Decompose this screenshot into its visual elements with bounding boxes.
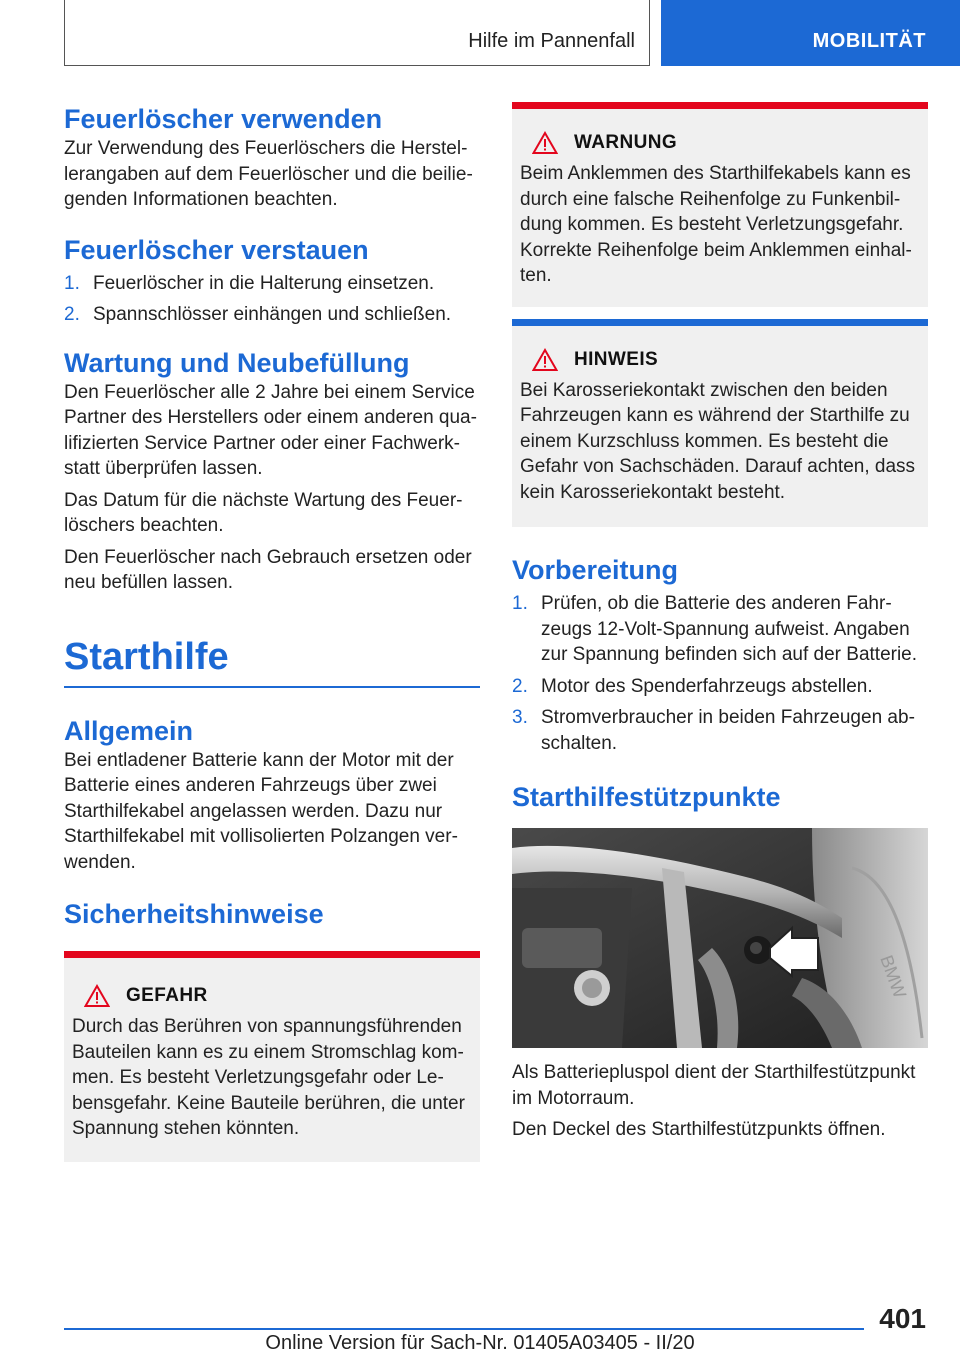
heading-extinguisher-use: Feuerlöscher verwenden (64, 104, 383, 134)
prep-steps-list (512, 591, 928, 756)
notice-text: Bei Karosseriekontakt zwischen den beiden Fahrzeugen kann es während der Starthilfe zu einem Kurzschluss kommen. Es besteht die Gefahr von Sachschäden. Darauf achten, dass kein Karosseriekontakt besteht. (520, 379, 916, 503)
notice-box (512, 319, 928, 528)
heading-jump-points: Starthilfestützpunkte (512, 782, 781, 812)
paragraph-jump-points-2: Den Deckel des Starthilfestützpunkts öffnen. (512, 1119, 886, 1140)
photo-brand-text: BMW (876, 952, 911, 1001)
list-item: 3. Stromverbraucher in beiden Fahrzeugen abschalten. (512, 707, 915, 754)
footer-rule (64, 1328, 864, 1330)
warning-box (512, 102, 928, 307)
warning-triangle-icon (84, 984, 110, 1008)
page-number: 401 (879, 1303, 926, 1334)
heading-extinguisher-stow: Feuerlöscher verstauen (64, 234, 369, 265)
warning-triangle-icon (532, 348, 558, 372)
list-item: 2. Spannschlösser einhängen und schließen. (64, 304, 452, 325)
paragraph-maintenance-2: Das Datum für die nächste Wartung des Feuerlöschers beachten. (64, 489, 463, 536)
heading-safety: Sicherheitshinweise (64, 899, 324, 929)
engine-bay-illustration (512, 828, 928, 1048)
heading-maintenance: Wartung und Neubefüllung (64, 347, 410, 378)
paragraph-maintenance-3: Den Feuerlöscher nach Gebrauch ersetzen oder neu befüllen lassen. (64, 546, 472, 593)
engine-bay-photo (512, 828, 928, 1048)
left-column (64, 102, 480, 1162)
heading-general: Allgemein (64, 715, 194, 746)
right-column (512, 102, 928, 1143)
paragraph-general: Bei entladener Batterie kann der Motor mit der Batterie eines anderen Fahrzeugs über zwei Starthilfekabel angelassen werden. Dazu nur Starthilfekabel mit vollisolierten Polzangen verwenden. (64, 749, 458, 873)
warning-text: Beim Anklemmen des Starthilfekabels kann es durch eine falsche Reihenfolge zu Funkenbildung kommen. Es besteht Verletzungsgefahr. Korrekte Reihenfolge beim Anklemmen einhalten. (520, 163, 912, 286)
footer-online-version: Online Version für Sach-Nr. 01405A03405 - II/20 (265, 1332, 695, 1354)
notice-box-title (520, 348, 920, 372)
warning-box-title (520, 131, 920, 155)
paragraph-extinguisher-use: Zur Verwendung des Feuerlöschers die Herstellerangaben auf dem Feuerlöscher und die beiliegenden Informationen beachten. (64, 138, 473, 210)
header-chapter-title: MOBILITÄT (812, 30, 926, 52)
heading-preparation: Vorbereitung (512, 555, 679, 585)
header-section-title: Hilfe im Pannenfall (468, 30, 635, 52)
danger-label: GEFAHR (126, 985, 208, 1006)
paragraph-jump-points-1: Als Batteriepluspol dient der Starthilfestützpunkt im Motorraum. (512, 1062, 916, 1109)
warning-triangle-icon (532, 131, 558, 155)
danger-box (64, 951, 480, 1162)
header-section-box (64, 0, 650, 66)
stow-steps-list (64, 271, 480, 328)
notice-label: HINWEIS (574, 348, 659, 370)
list-item: 2. Motor des Spenderfahrzeugs abstellen. (512, 675, 873, 697)
danger-box-title (72, 984, 472, 1008)
list-item: 1. Prüfen, ob die Batterie des anderen Fahrzeugs 12-Volt-Spannung aufweist. Angaben zur Spannung befinden sich auf der Batterie. (512, 593, 918, 665)
warning-label: WARNUNG (574, 132, 678, 153)
chapter-title-starthilfe: Starthilfe (64, 635, 229, 678)
chapter-title-rule (64, 686, 480, 688)
header-chapter-tab[interactable] (661, 0, 960, 66)
list-item: 1. Feuerlöscher in die Halterung einsetzen. (64, 272, 435, 294)
danger-text: Durch das Berühren von spannungsführenden Bauteilen kann es zu einem Stromschlag kommen. Es besteht Verletzungsgefahr oder Lebensgefahr. Keine Bauteile berühren, die unter Spannung stehen könnten. (72, 1016, 465, 1139)
paragraph-maintenance-1: Den Feuerlöscher alle 2 Jahre bei einem Service Partner des Herstellers oder einem anderen qualifizierten Service Partner oder einer Fachwerkstatt überprüfen lassen. (64, 381, 477, 479)
